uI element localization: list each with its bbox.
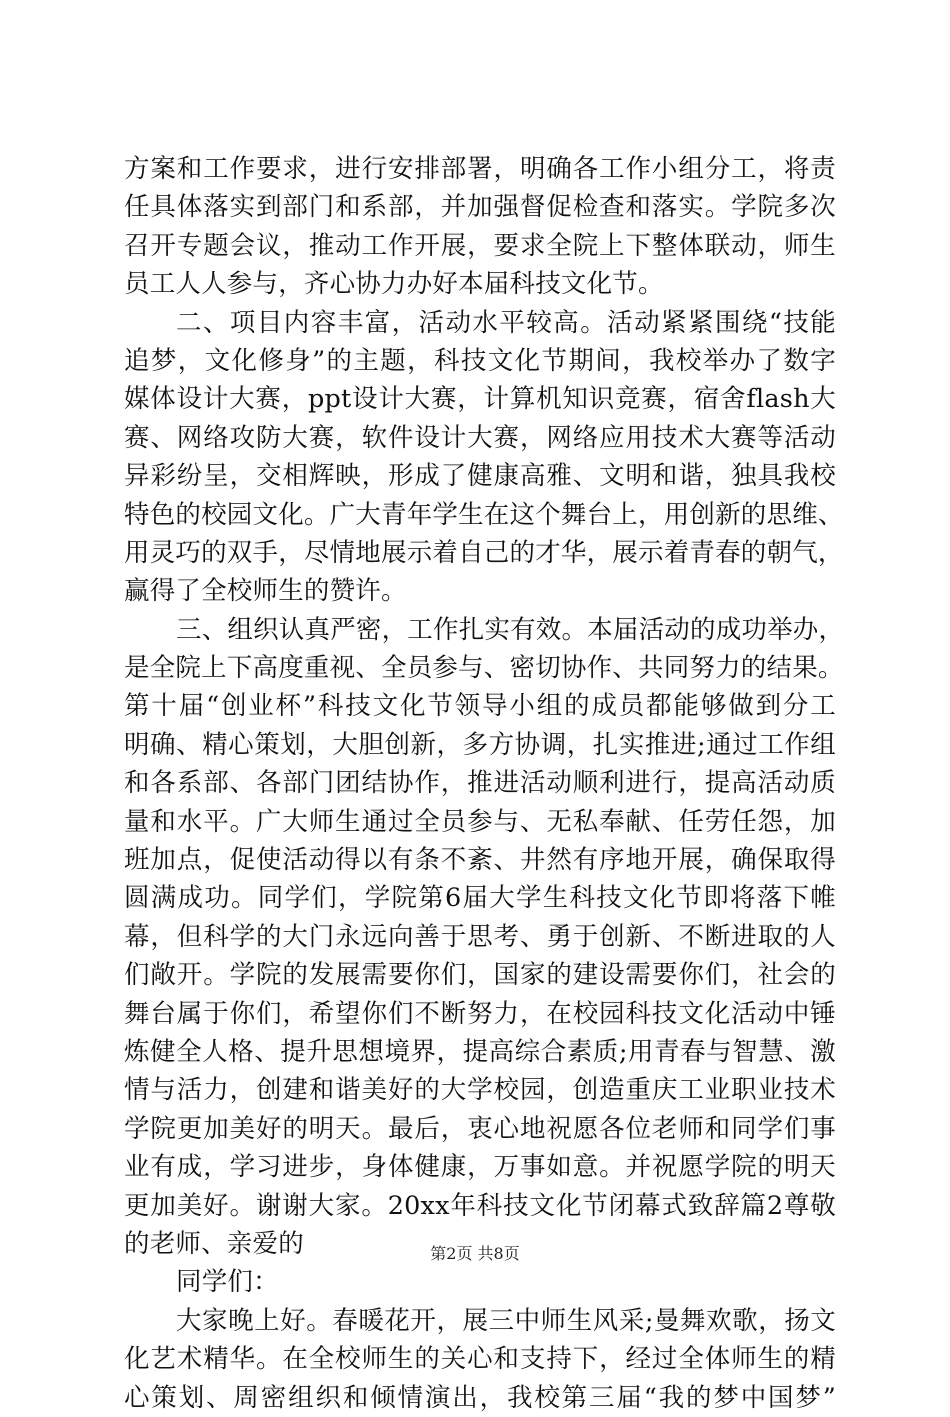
document-body bbox=[124, 150, 845, 1417]
text-line: 和各系部、各部门团结协作，推进活动顺利进行，提高活动质 bbox=[124, 768, 836, 799]
text-line: 业有成，学习进步，身体健康，万事如意。并祝愿学院的明天 bbox=[124, 1152, 836, 1183]
text-line: 追梦，文化修身”的主题，科技文化节期间，我校举办了数字 bbox=[124, 345, 836, 376]
text-line: 情与活力，创建和谐美好的大学校园，创造重庆工业职业技术 bbox=[124, 1075, 836, 1106]
text-line: 的老师、亲爱的 bbox=[124, 1228, 304, 1259]
text-line: 学院更加美好的明天。最后，衷心地祝愿各位老师和同学们事 bbox=[124, 1113, 836, 1144]
text-line: 是全院上下高度重视、全员参与、密切协作、共同努力的结果。 bbox=[124, 653, 844, 684]
text-line: 明确、精心策划，大胆创新，多方协调，扎实推进;通过工作组 bbox=[124, 729, 836, 760]
text-line: 同学们： bbox=[176, 1267, 279, 1298]
text-line: 圆满成功。同学们，学院第6届大学生科技文化节即将落下帷 bbox=[124, 883, 836, 914]
text-line: 幕，但科学的大门永远向善于思考、勇于创新、不断进取的人 bbox=[124, 921, 836, 952]
text-line: 任具体落实到部门和系部，并加强督促检查和落实。学院多次 bbox=[124, 192, 836, 223]
text-line: 更加美好。谢谢大家。20xx年科技文化节闭幕式致辞篇2尊敬 bbox=[124, 1190, 836, 1221]
text-line: 异彩纷呈，交相辉映，形成了健康高雅、文明和谐，独具我校 bbox=[124, 461, 836, 492]
text-line: 炼健全人格、提升思想境界，提高综合素质;用青春与智慧、激 bbox=[124, 1036, 836, 1067]
text-line: 特色的校园文化。广大青年学生在这个舞台上，用创新的思维、 bbox=[124, 499, 844, 530]
text-line: 班加点，促使活动得以有条不紊、井然有序地开展，确保取得 bbox=[124, 845, 836, 876]
text-line: 心策划、周密组织和倾情演出，我校第三届“我的梦中国梦” bbox=[124, 1382, 836, 1413]
text-line: 方案和工作要求，进行安排部署，明确各工作小组分工，将责 bbox=[124, 154, 836, 184]
text-line: 舞台属于你们，希望你们不断努力，在校园科技文化活动中锤 bbox=[124, 998, 836, 1029]
page-number-footer: 第2页 共8页 bbox=[430, 1244, 520, 1263]
text-line: 化艺术精华。在全校师生的关心和支持下，经过全体师生的精 bbox=[124, 1344, 836, 1375]
text-line: 二、项目内容丰富，活动水平较高。活动紧紧围绕“技能 bbox=[176, 307, 836, 338]
text-line: 大家晚上好。春暖花开，展三中师生风采;曼舞欢歌，扬文 bbox=[176, 1305, 836, 1336]
text-line: 三、组织认真严密，工作扎实有效。本届活动的成功举办， bbox=[176, 614, 845, 645]
text-line: 召开专题会议，推动工作开展，要求全院上下整体联动，师生 bbox=[124, 230, 836, 261]
text-line: 用灵巧的双手，尽情地展示着自己的才华，展示着青春的朝气， bbox=[124, 537, 844, 568]
text-line: 第十届“创业杯”科技文化节领导小组的成员都能够做到分工 bbox=[124, 691, 836, 722]
text-line: 员工人人参与，齐心协力办好本届科技文化节。 bbox=[124, 269, 664, 300]
text-line: 媒体设计大赛，ppt设计大赛，计算机知识竞赛，宿舍flash大 bbox=[124, 384, 836, 415]
text-line: 赢得了全校师生的赞许。 bbox=[124, 576, 407, 607]
text-line: 量和水平。广大师生通过全员参与、无私奉献、任劳任怨，加 bbox=[124, 806, 836, 837]
text-line: 赛、网络攻防大赛，软件设计大赛，网络应用技术大赛等活动 bbox=[124, 422, 836, 453]
text-line: 们敞开。学院的发展需要你们，国家的建设需要你们，社会的 bbox=[124, 960, 836, 991]
